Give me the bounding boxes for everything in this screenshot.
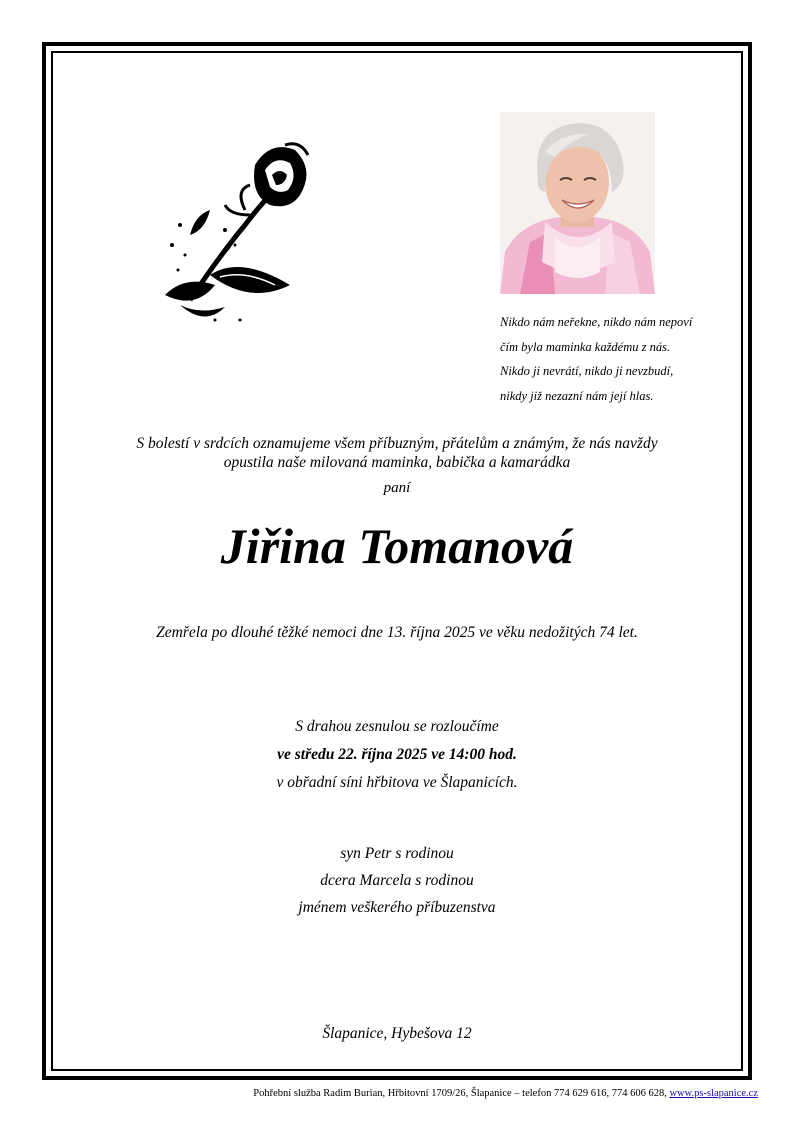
farewell-info [51,713,743,797]
poem [500,310,740,408]
deceased-name: Jiřina Tomanová [220,518,574,574]
poem-line: nikdy již nezazní nám její hlas. [500,388,654,403]
farewell-line: S drahou zesnulou se rozloučíme [295,718,499,735]
poem-line: Nikdo ji nevrátí, nikdo ji nevzbudí, [500,364,674,378]
farewell-date: ve středu 22. října 2025 ve 14:00 hod. [277,746,517,763]
poem-line: Nikdo nám neřekne, nikdo nám nepoví [500,315,693,329]
address: Šlapanice, Hybešova 12 [322,1025,472,1042]
pani-label: paní [383,480,411,496]
rose-illustration [150,135,310,335]
intro-line: opustila naše milovaná maminka, babička a kamarádka [223,454,571,471]
footer-link[interactable]: www.ps-slapanice.cz [669,1088,758,1099]
poem-line: čím byla maminka každému z nás. [500,339,671,354]
announcement-intro [51,434,743,472]
family-line: dcera Marcela s rodinou [320,872,474,889]
intro-line: S bolestí v srdcích oznamujeme všem příbuzným, přátelům a známým, že nás navždy [136,435,658,452]
portrait-photo [500,112,655,294]
family-signature [51,840,743,921]
farewell-location: v obřadní síni hřbitova ve Šlapanicích. [276,774,518,791]
footer-text: Pohřební služba Radim Burian, Hřbitovní 1709/26, Šlapanice – telefon 774 629 616, 774 606 628, [253,1088,667,1099]
family-line: syn Petr s rodinou [340,845,454,862]
footer [253,1088,758,1099]
death-notice: Zemřela po dlouhé těžké nemoci dne 13. října 2025 ve věku nedožitých 74 let. [156,624,638,641]
family-line: jménem veškerého příbuzenstva [298,899,496,916]
